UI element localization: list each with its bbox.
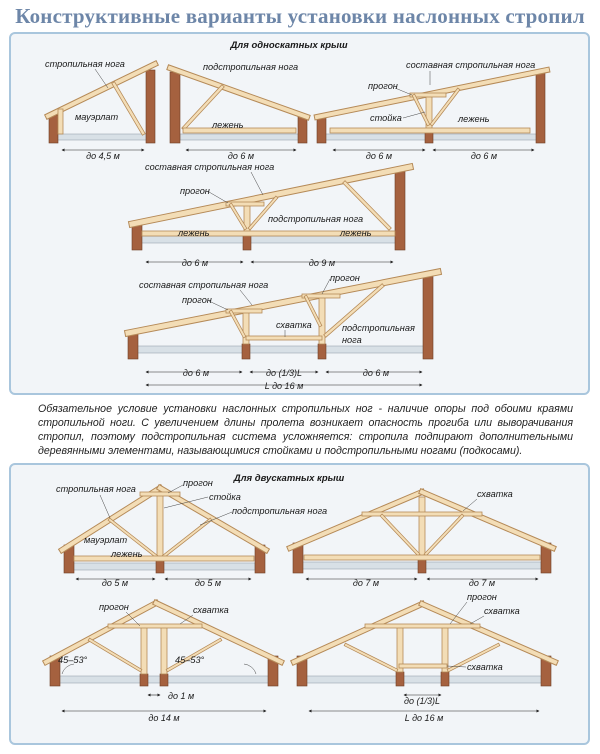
- diagram-gable-7-7m: [290, 489, 553, 588]
- label-progon: прогон: [467, 592, 497, 602]
- label-skhvatka: схватка: [193, 605, 229, 615]
- dim-span-2: до 5 м: [194, 578, 222, 588]
- label-progon: прогон: [180, 186, 210, 196]
- label-sub-rafter: подстропильная нога: [268, 214, 364, 224]
- label-skhvatka: схватка: [477, 489, 513, 499]
- label-lezhen-1: лежень: [178, 228, 210, 238]
- label-progon: прогон: [99, 602, 129, 612]
- label-rafter: стропильная нога: [56, 484, 136, 494]
- label-progon-2: прогон: [330, 273, 360, 283]
- label-sub-rafter-line1: подстропильная: [342, 323, 415, 333]
- dim-span-1: до 6 м: [181, 258, 209, 268]
- label-progon: прогон: [183, 478, 213, 488]
- label-sub-rafter: подстропильная нога: [203, 62, 299, 72]
- dim-total: L до 16 м: [264, 381, 304, 391]
- dim-span-2: до 7 м: [468, 578, 496, 588]
- label-mauerlat: мауэрлат: [84, 535, 128, 545]
- diagram-shed-6-9m: [132, 162, 410, 268]
- label-lezhen: лежень: [458, 114, 490, 124]
- diagram-shed-4-5m: [45, 59, 155, 161]
- dim-span-2: до (1/3)L: [266, 368, 302, 378]
- dim-span-1: до 5 м: [101, 578, 129, 588]
- dim-span-1: до 6 м: [182, 368, 210, 378]
- dim-span-2: до 6 м: [470, 151, 498, 161]
- label-lezhen: лежень: [212, 120, 244, 130]
- diagram-shed-6-6m: [317, 60, 547, 161]
- single-slope-heading: Для односкатных крыш: [230, 40, 348, 51]
- dim-total: до 14 м: [148, 713, 180, 723]
- dim-span-3: до 6 м: [362, 368, 390, 378]
- diagram-shed-6m: [170, 62, 307, 161]
- label-rafter: стропильная нога: [45, 59, 125, 69]
- double-slope-heading: Для двускатных крыш: [233, 473, 345, 484]
- dim-span-1: до 6 м: [365, 151, 393, 161]
- diagram-gable-14m: [46, 602, 281, 723]
- dim-span-1: до 7 м: [352, 578, 380, 588]
- dim-total: L до 16 м: [404, 713, 444, 723]
- dim-span-2: до 9 м: [308, 258, 336, 268]
- label-progon-1: прогон: [182, 295, 212, 305]
- dim-span: до 4,5 м: [86, 151, 120, 161]
- explanation-note: Обязательное условие установки наслонных стропильных ног - наличие опоры под обоими краями стропильной ноги. С увеличением длины пролета возникает опасность прогиба или выворачивания стропил, поэтому подстропильная система усложняется: стропила подпирают дополнительными деревянными элементами, называющимися стойками и подстропильными ногами (подкосами).: [38, 403, 573, 457]
- label-sub-rafter-line2: нога: [342, 335, 362, 345]
- label-lezhen-2: лежень: [340, 228, 372, 238]
- label-sub-rafter: подстропильная нога: [232, 506, 328, 516]
- label-skhvatka: схватка: [276, 320, 312, 330]
- label-stoyka: стойка: [370, 113, 402, 123]
- dim-span: до 6 м: [227, 151, 255, 161]
- label-skhvatka-1: схватка: [484, 606, 520, 616]
- dim-span-mid: до 1 м: [168, 691, 195, 701]
- label-compound-rafter: составная стропильная нога: [145, 162, 275, 172]
- dim-span-mid: до (1/3)L: [404, 696, 440, 706]
- label-mauerlat: мауэрлат: [75, 112, 119, 122]
- diagram-gable-5-5m: [56, 478, 327, 588]
- label-angle-1: 45–53°: [58, 655, 88, 665]
- diagram-shed-16m: [128, 272, 438, 391]
- label-lezhen: лежень: [111, 549, 143, 559]
- label-progon: прогон: [368, 81, 398, 91]
- diagram-gable-16m: [294, 592, 555, 723]
- label-angle-2: 45–53°: [175, 655, 205, 665]
- label-compound-rafter: составная стропильная нога: [406, 60, 536, 70]
- label-stoyka: стойка: [209, 492, 241, 502]
- label-skhvatka-2: схватка: [467, 662, 503, 672]
- label-compound-rafter: составная стропильная нога: [139, 280, 269, 290]
- page-title: Конструктивные варианты установки наслонных стропил: [15, 4, 585, 28]
